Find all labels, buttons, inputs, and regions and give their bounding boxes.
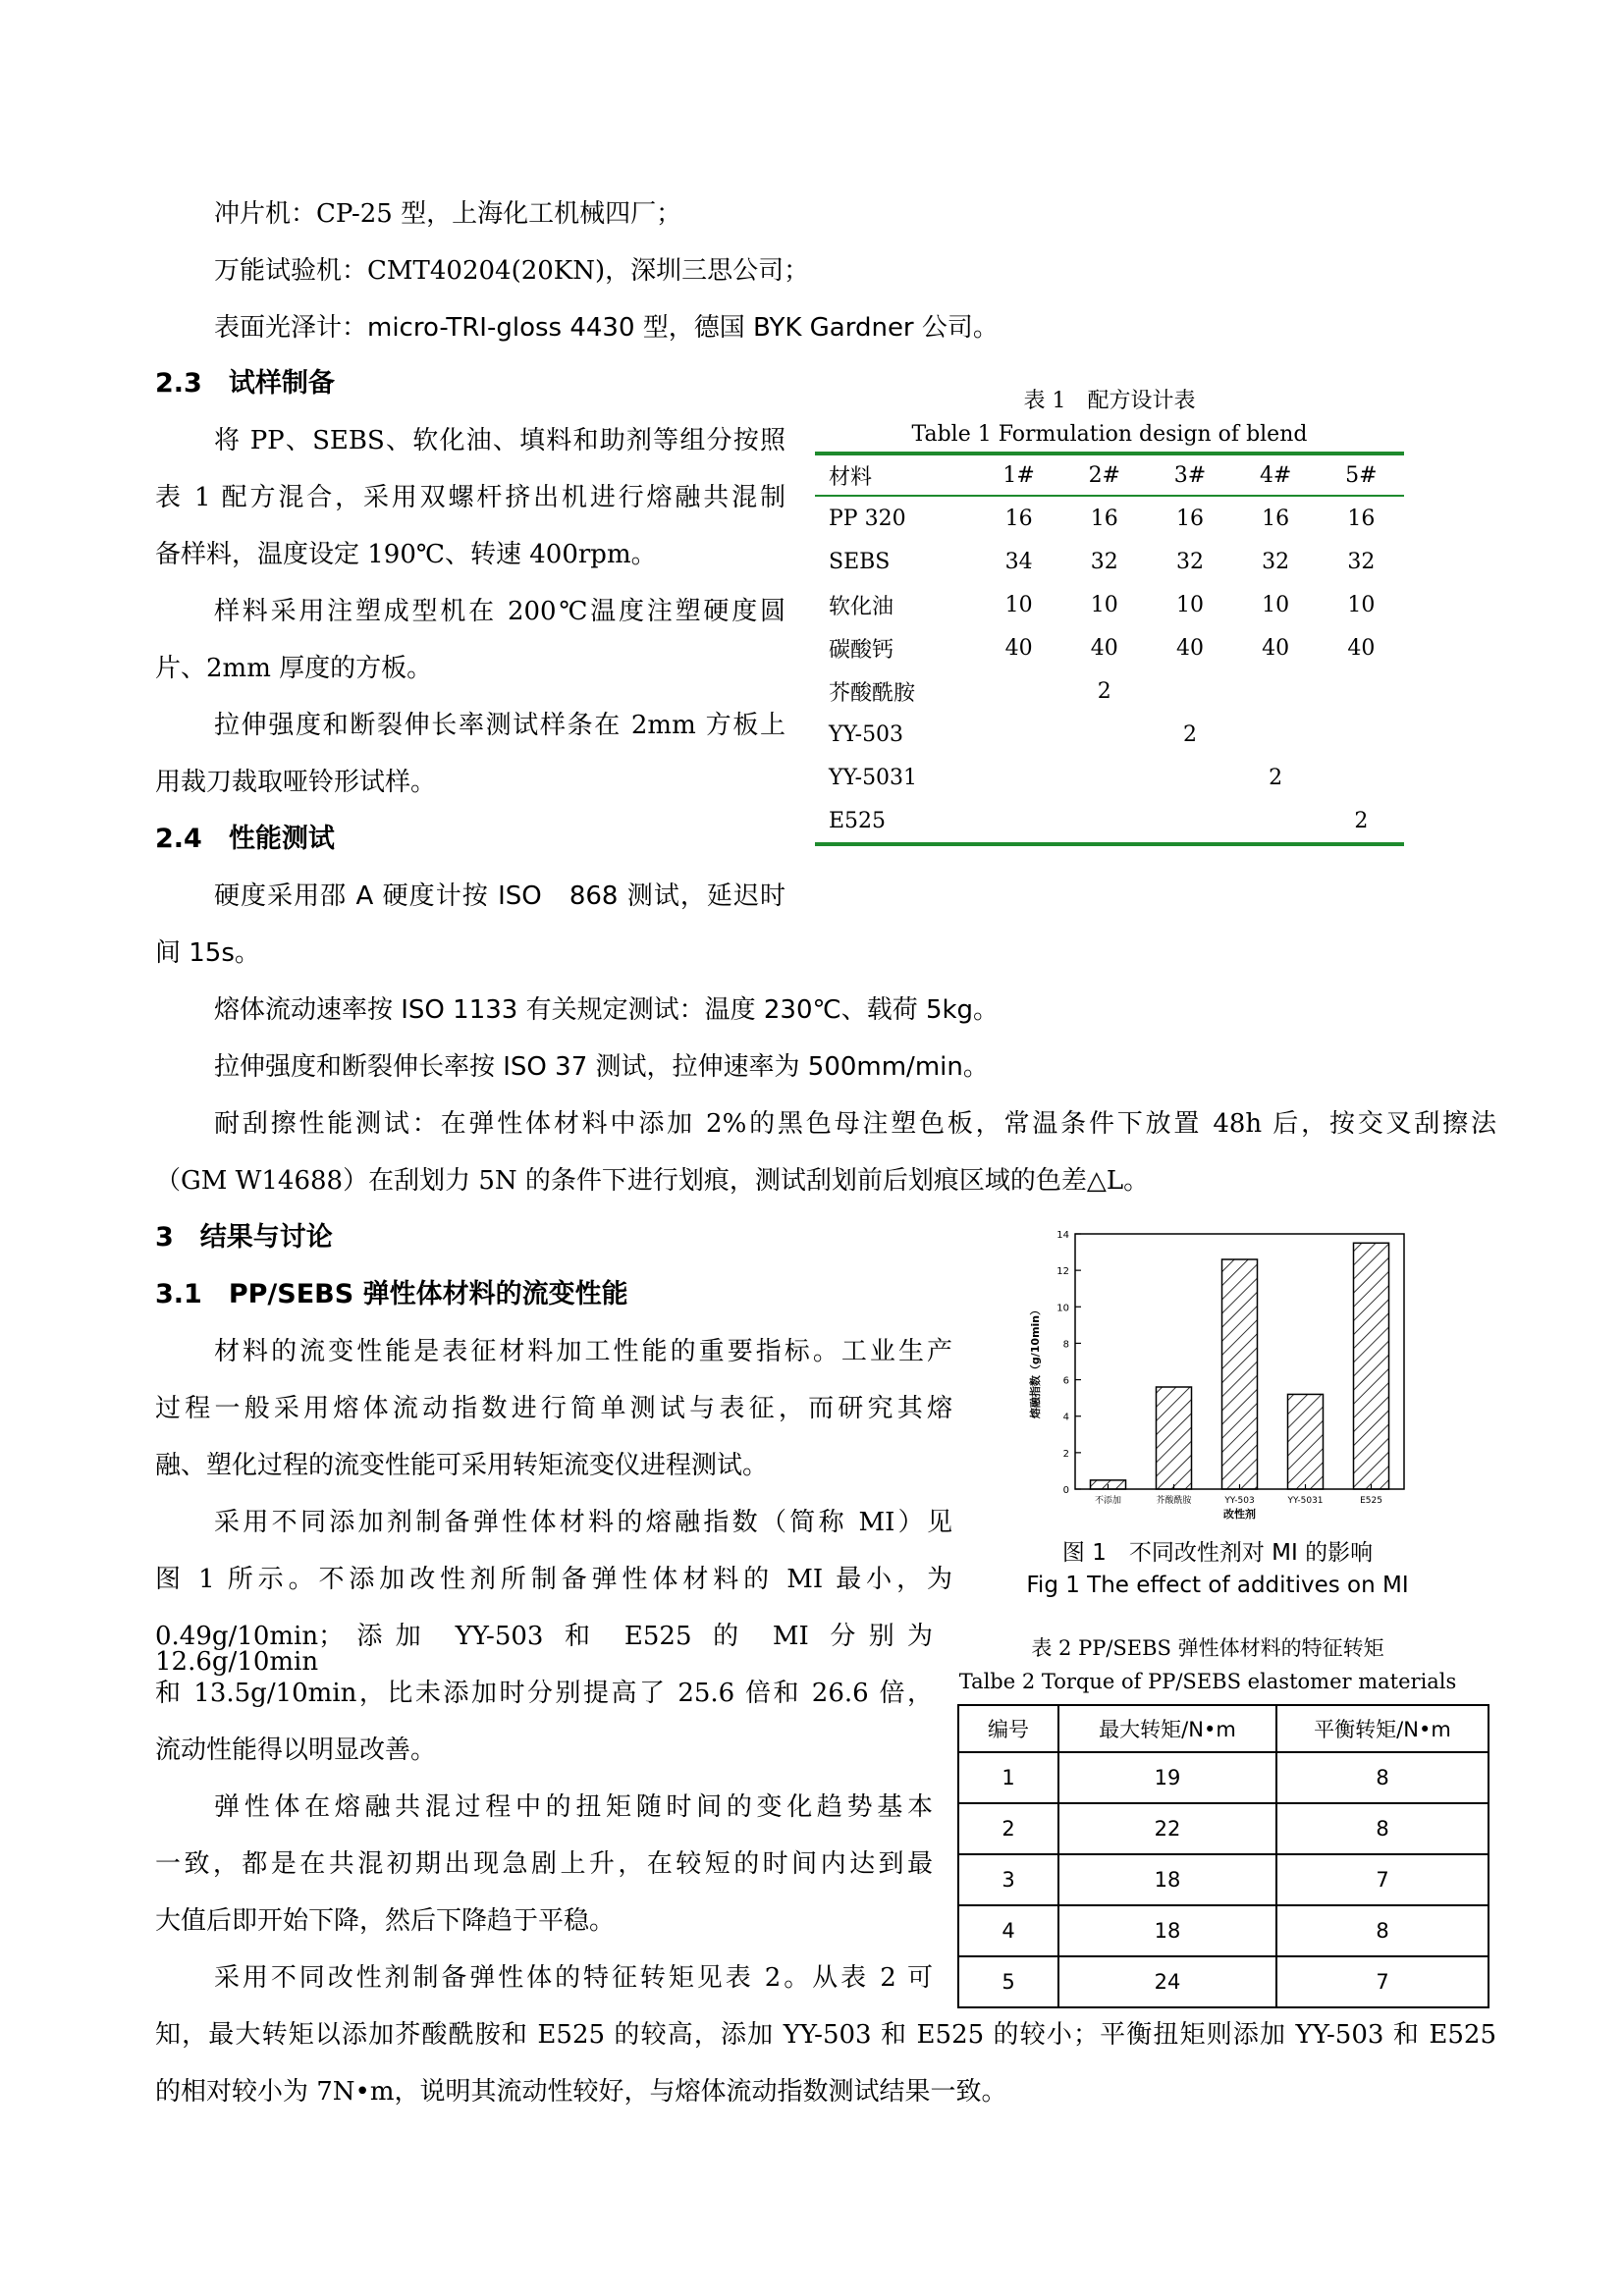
table-cell: 10 <box>1262 592 1290 617</box>
paragraph-line: 知，最大转矩以添加芥酸酰胺和 E525 的较高，添加 YY-503 和 E525 的较小；平衡扭矩则添加 YY-503 和 E525 <box>155 2020 1496 2050</box>
table-row <box>958 1752 1489 1803</box>
table-cell: 8 <box>1276 1752 1489 1803</box>
paragraph-line: 大值后即开始下降，然后下降趋于平稳。 <box>155 1906 616 1936</box>
x-tick-label: YY-5031 <box>1287 1496 1324 1506</box>
paragraph-line: 流动性能得以明显改善。 <box>155 1735 437 1765</box>
table-cell <box>976 669 1061 713</box>
paragraph-line: 过程一般采用熔体流动指数进行简单测试与表征，而研究其熔 <box>155 1394 952 1423</box>
table-header-row <box>958 1705 1489 1752</box>
y-tick-label: 12 <box>1056 1266 1069 1278</box>
section-heading-2-3: 2.3 试样制备 <box>155 368 335 399</box>
paragraph-line: 融、塑化过程的流变性能可采用转矩流变仪进程测试。 <box>155 1451 769 1480</box>
table-header-cell: 最大转矩/N•m <box>1058 1705 1276 1752</box>
paragraph-line: 将 PP、SEBS、软化油、填料和助剂等组分按照 <box>214 426 785 455</box>
table-cell: 32 <box>1347 549 1376 574</box>
y-tick-label: 8 <box>1062 1339 1069 1351</box>
section-heading-3-1: 3.1 PP/SEBS 弹性体材料的流变性能 <box>155 1279 628 1309</box>
table-cell <box>976 713 1061 756</box>
paragraph-line: 图 1 所示。不添加改性剂所制备弹性体材料的 MI 最小，为 <box>155 1565 952 1594</box>
table-cell: 40 <box>1090 635 1118 661</box>
paragraph-line: 耐刮擦性能测试：在弹性体材料中添加 2%的黑色母注塑色板，常温条件下放置 48h 后，按交叉刮擦法 <box>214 1109 1496 1139</box>
section-heading-2-4: 2.4 性能测试 <box>155 824 335 854</box>
table-cell <box>1147 756 1232 799</box>
y-tick-label: 0 <box>1062 1485 1069 1496</box>
table-header-cell: 材料 <box>829 464 873 490</box>
table-1-caption-en: Table 1 Formulation design of blend <box>911 422 1308 447</box>
paragraph-line: 用裁刀裁取哑铃形试样。 <box>155 768 437 797</box>
table-cell: 2 <box>1269 765 1283 790</box>
table-cell <box>1319 713 1404 756</box>
table-header-cell: 1# <box>1002 462 1035 488</box>
table-cell: 16 <box>1090 506 1118 531</box>
table-row <box>815 756 1404 799</box>
table-2-caption-cn: 表 2 PP/SEBS 弹性体材料的特征转矩 <box>1031 1636 1384 1660</box>
y-tick-label: 4 <box>1062 1412 1069 1423</box>
equipment-line-tester: 万能试验机：CMT40204(20KN)，深圳三思公司； <box>214 256 810 286</box>
paragraph-line: 样料采用注塑成型机在 200℃温度注塑硬度圆 <box>214 597 785 626</box>
paragraph-line: 采用不同添加剂制备弹性体材料的熔融指数（简称 MI）见 <box>214 1508 952 1537</box>
table-row <box>815 540 1404 583</box>
table-cell: 碳酸钙 <box>829 637 894 663</box>
table-header-cell: 3# <box>1173 462 1207 488</box>
paragraph-line: 表 1 配方混合，采用双螺杆挤出机进行熔融共混制 <box>155 483 785 512</box>
table-cell: 2 <box>958 1803 1058 1854</box>
paragraph-line: 一致，都是在共混初期出现急剧上升，在较短的时间内达到最 <box>155 1849 933 1879</box>
table-cell: 5 <box>958 1956 1058 2007</box>
table-cell <box>1147 669 1232 713</box>
figure-1-caption-en: Fig 1 The effect of additives on MI <box>1026 1573 1409 1598</box>
table-row <box>815 583 1404 626</box>
table-cell: 16 <box>1004 506 1033 531</box>
table-cell: 40 <box>1262 635 1290 661</box>
equipment-line-punch: 冲片机：CP-25 型，上海化工机械四厂； <box>214 199 682 229</box>
table-cell: YY-5031 <box>829 765 918 790</box>
table-cell: 3 <box>958 1854 1058 1905</box>
table-cell: 2 <box>1354 808 1369 833</box>
table-cell <box>1319 756 1404 799</box>
paragraph-line: 0.49g/10min；添加 YY-503 和 E525 的 MI 分别为 12.6g/10min <box>155 1622 933 1677</box>
table-cell: 软化油 <box>829 594 894 619</box>
table-cell: 4 <box>958 1905 1058 1956</box>
x-axis-label: 改性剂 <box>1223 1508 1256 1521</box>
table-cell: 32 <box>1175 549 1204 574</box>
bar-YY-5031 <box>1288 1394 1324 1489</box>
bar-E525 <box>1354 1243 1389 1489</box>
table-cell: 芥酸酰胺 <box>829 680 916 706</box>
table-row <box>815 669 1404 713</box>
table-cell: 22 <box>1058 1803 1276 1854</box>
table-cell: 10 <box>1347 592 1376 617</box>
paragraph-line: 片、2mm 厚度的方板。 <box>155 654 433 683</box>
table-cell <box>1233 713 1319 756</box>
equipment-line-gloss: 表面光泽计：micro-TRI-gloss 4430 型，德国 BYK Gardner 公司。 <box>214 313 999 343</box>
table-cell <box>976 756 1061 799</box>
table-header-cell: 4# <box>1259 462 1292 488</box>
table-cell: 1 <box>958 1752 1058 1803</box>
table-cell <box>1233 799 1319 844</box>
paragraph-line: 熔体流动速率按 ISO 1133 有关规定测试：温度 230℃、载荷 5kg。 <box>214 995 1000 1025</box>
table-cell: SEBS <box>829 549 891 574</box>
paragraph-line: 间 15s。 <box>155 938 260 968</box>
table-1-caption-cn: 表 1 配方设计表 <box>1023 389 1196 413</box>
table-cell <box>1147 799 1232 844</box>
table-cell: 40 <box>1004 635 1033 661</box>
table-cell: E525 <box>829 808 887 833</box>
table-row <box>815 626 1404 669</box>
y-tick-label: 6 <box>1062 1375 1069 1387</box>
table-cell: 19 <box>1058 1752 1276 1803</box>
table-cell: 16 <box>1175 506 1204 531</box>
table-header-cell: 平衡转矩/N•m <box>1276 1705 1489 1752</box>
table-cell <box>1233 669 1319 713</box>
table-cell: 34 <box>1004 549 1033 574</box>
paragraph-line: 硬度采用邵 A 硬度计按 ISO 868 测试，延迟时 <box>214 881 785 911</box>
y-tick-label: 14 <box>1056 1230 1069 1241</box>
y-axis-label: 熔融指数（g/10min） <box>1029 1304 1042 1419</box>
table-cell <box>1319 669 1404 713</box>
table-row <box>815 713 1404 756</box>
x-tick-label: 不添加 <box>1094 1496 1122 1506</box>
bar-芥酸酰胺 <box>1157 1387 1192 1489</box>
y-tick-label: 10 <box>1056 1303 1069 1314</box>
y-tick-label: 2 <box>1062 1448 1069 1460</box>
table-cell: 40 <box>1175 635 1204 661</box>
x-tick-label: 芥酸酰胺 <box>1156 1496 1192 1506</box>
table-cell: 32 <box>1090 549 1118 574</box>
table-row <box>958 1854 1489 1905</box>
table-cell <box>1061 756 1147 799</box>
table-2-caption-en: Talbe 2 Torque of PP/SEBS elastomer materials <box>958 1670 1457 1693</box>
x-tick-label: YY-503 <box>1224 1496 1255 1506</box>
table-header-cell: 编号 <box>958 1705 1058 1752</box>
paragraph-line: 拉伸强度和断裂伸长率测试样条在 2mm 方板上 <box>214 711 785 740</box>
table-header-cell: 5# <box>1345 462 1378 488</box>
table-cell <box>1061 799 1147 844</box>
table-cell: 2 <box>1097 678 1111 704</box>
table-cell: 16 <box>1347 506 1376 531</box>
table-cell: 7 <box>1276 1854 1489 1905</box>
table-row <box>958 1803 1489 1854</box>
paragraph-line: （GM W14688）在刮划力 5N 的条件下进行划痕，测试刮划前后划痕区域的色差△L。 <box>155 1166 1150 1196</box>
table-cell: 40 <box>1347 635 1376 661</box>
table-cell: 8 <box>1276 1803 1489 1854</box>
table-header-cell: 2# <box>1088 462 1120 488</box>
table-row <box>815 799 1404 844</box>
table-header-row <box>815 454 1404 496</box>
table-row <box>815 496 1404 540</box>
paragraph-line: 的相对较小为 7N•m，说明其流动性较好，与熔体流动指数测试结果一致。 <box>155 2077 1007 2107</box>
table-cell: 10 <box>1175 592 1204 617</box>
table-row <box>958 1905 1489 1956</box>
figure-1-caption <box>1021 1537 1414 1602</box>
paragraph-line: 采用不同改性剂制备弹性体的特征转矩见表 2。从表 2 可 <box>214 1963 933 1993</box>
paragraph-line: 材料的流变性能是表征材料加工性能的重要指标。工业生产 <box>214 1337 952 1366</box>
table-cell: 18 <box>1058 1854 1276 1905</box>
table-cell <box>1061 713 1147 756</box>
table-cell: 8 <box>1276 1905 1489 1956</box>
table-cell: YY-503 <box>829 721 904 747</box>
table-cell: 10 <box>1090 592 1118 617</box>
paragraph-line: 备样料，温度设定 190℃、转速 400rpm。 <box>155 540 657 569</box>
table-cell: 16 <box>1262 506 1290 531</box>
table-cell: 32 <box>1262 549 1290 574</box>
table-cell: 7 <box>1276 1956 1489 2007</box>
x-tick-label: E525 <box>1360 1496 1382 1506</box>
table-cell: 2 <box>1182 721 1197 747</box>
table-cell: 10 <box>1004 592 1033 617</box>
table-cell: 18 <box>1058 1905 1276 1956</box>
table-cell: 24 <box>1058 1956 1276 2007</box>
bar-不添加 <box>1091 1480 1126 1489</box>
figure-1-caption-cn: 图 1 不同改性剂对 MI 的影响 <box>1061 1540 1374 1566</box>
table-row <box>958 1956 1489 2007</box>
section-heading-3: 3 结果与讨论 <box>155 1222 333 1253</box>
paragraph-line: 弹性体在熔融共混过程中的扭矩随时间的变化趋势基本 <box>214 1792 933 1822</box>
table-2-caption <box>943 1631 1473 1698</box>
torque-table <box>957 1704 1489 2008</box>
paragraph-line: 和 13.5g/10min，比未添加时分别提高了 25.6 倍和 26.6 倍， <box>155 1679 933 1708</box>
table-cell <box>976 799 1061 844</box>
mi-bar-chart <box>1021 1222 1414 1536</box>
table-cell: PP 320 <box>829 506 906 531</box>
bar-YY-503 <box>1222 1259 1258 1489</box>
paragraph-line: 拉伸强度和断裂伸长率按 ISO 37 测试，拉伸速率为 500mm/min。 <box>214 1052 989 1082</box>
table-1 <box>815 385 1404 846</box>
formulation-table <box>815 452 1404 846</box>
